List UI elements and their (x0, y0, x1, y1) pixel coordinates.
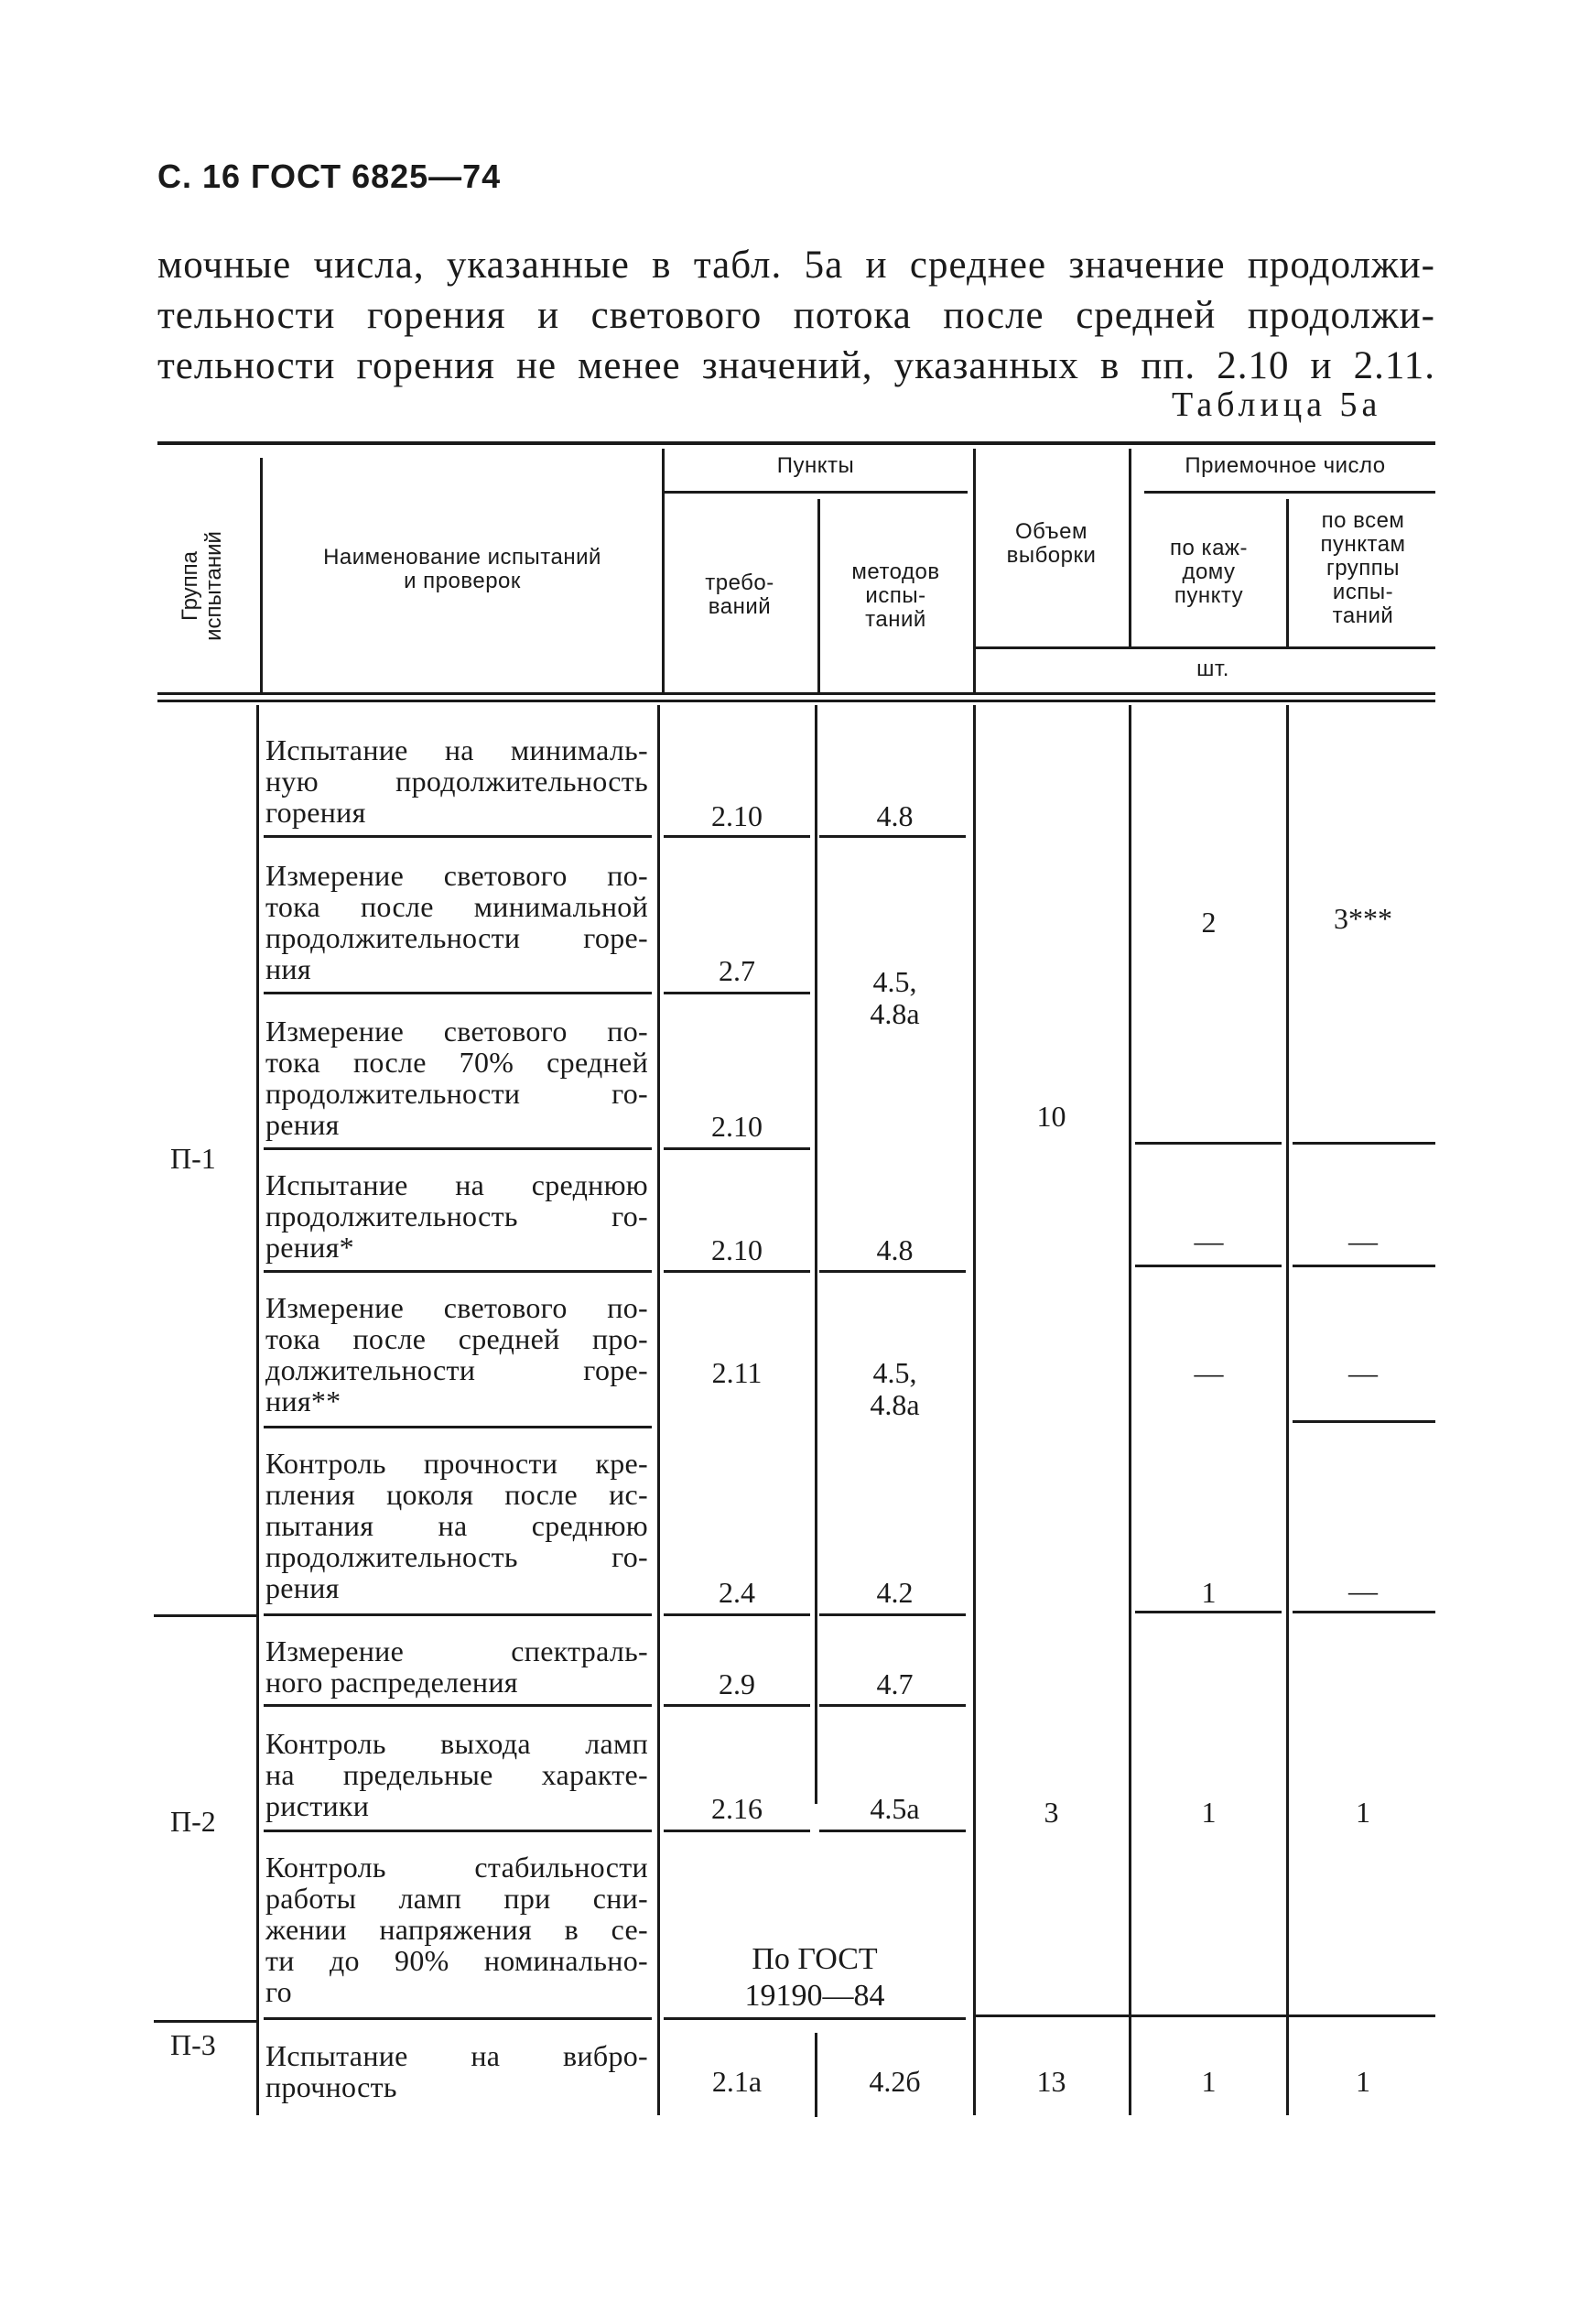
header-name: Наименование испытаний и проверок (323, 545, 601, 593)
col-rule (1129, 449, 1131, 646)
header-items: Пункты (776, 453, 855, 478)
header-bottom-rule (157, 692, 1435, 695)
row-rule (664, 1270, 810, 1273)
row-rule (819, 835, 966, 838)
row-rule (264, 1830, 652, 1832)
acceptance-dash: — (1348, 1356, 1378, 1389)
header-acceptance: Приемочное число (1185, 453, 1386, 478)
group-label: П-2 (170, 1805, 216, 1838)
intro-line: мочные числа, указанные в табл. 5а и среднее значение продолжи- (157, 244, 1435, 287)
method-value: 4.8 (876, 1233, 914, 1266)
col-rule (973, 705, 976, 2115)
row-rule (664, 992, 810, 994)
test-name: Испытание на минималь- ную продолжительность горения (265, 733, 648, 829)
sample-size: 13 (1036, 2065, 1066, 2098)
row-rule (664, 2017, 966, 2020)
row-rule (819, 1830, 966, 1832)
header-sample: Объем выборки (1006, 519, 1097, 568)
row-rule (264, 1613, 652, 1616)
method-value: 4.5а (870, 1792, 920, 1825)
header-methods: методов испы- таний (851, 559, 940, 632)
header-rule (1144, 491, 1435, 494)
group-separator (154, 2020, 256, 2023)
test-name: Испытание на вибро- прочность (265, 2039, 648, 2103)
req-value: 2.9 (719, 1667, 755, 1700)
acceptance-dash: — (1348, 1574, 1378, 1607)
row-rule (1293, 1611, 1435, 1613)
test-name: Измерение светового по- тока после минимальной продолжительности горе- ния (265, 859, 648, 985)
test-name: Испытание на среднюю продолжительность го- рения* (265, 1168, 648, 1264)
acceptance-dash: — (1194, 1356, 1224, 1389)
group-label: П-1 (170, 1142, 216, 1175)
method-value: 4.8 (876, 799, 914, 832)
row-rule (264, 835, 652, 838)
col-rule (256, 705, 259, 2115)
acceptance-per-item: 1 (1201, 2065, 1217, 2098)
col-rule (260, 458, 263, 692)
test-name: Измерение светового по- тока после средней про- должительности горе- ния** (265, 1291, 648, 1417)
method-value: 4.2б (869, 2065, 921, 2098)
req-value: 2.11 (711, 1356, 763, 1389)
header-rule (975, 646, 1435, 649)
req-value: 2.7 (719, 954, 755, 987)
row-rule (264, 2017, 652, 2020)
row-rule (1293, 1420, 1435, 1423)
method-value: 4.5, 4.8а (870, 965, 920, 1030)
intro-line: тельности горения и светового потока после средней продолжи- (157, 294, 1435, 337)
acceptance-per-item: 1 (1201, 1576, 1217, 1609)
test-name: Контроль выхода ламп на предельные характе- ристики (265, 1727, 648, 1822)
row-rule (819, 1270, 966, 1273)
test-name: Измерение светового по- тока после 70% средней продолжительности го- рения (265, 1015, 648, 1141)
req-value: 2.4 (719, 1576, 755, 1609)
row-rule (819, 1704, 966, 1707)
col-rule (1286, 705, 1289, 2115)
row-rule (973, 2014, 1435, 2017)
col-rule (657, 705, 660, 2115)
header-all-items: по всем пунктам группы испы- таний (1320, 508, 1406, 628)
row-rule (1135, 1265, 1282, 1267)
row-rule (664, 1830, 810, 1832)
method-value: 4.2 (876, 1576, 914, 1609)
acceptance-dash: — (1194, 1224, 1224, 1257)
acceptance-all: 3*** (1334, 902, 1392, 935)
method-value: 4.5, 4.8а (870, 1356, 920, 1421)
test-name: Измерение спектраль- ного распределения (265, 1634, 648, 1699)
intro-line: тельности горения не менее значений, указанных в пп. 2.10 и 2.11. (157, 344, 1435, 387)
row-rule (1135, 1611, 1282, 1613)
row-rule (664, 835, 810, 838)
row-rule (264, 1426, 652, 1428)
col-rule (1129, 705, 1131, 2115)
col-rule (662, 449, 665, 692)
header-per-item: по каж- дому пункту (1170, 536, 1248, 608)
row-rule (664, 1613, 810, 1616)
row-rule (264, 1147, 652, 1150)
header-unit: шт. (1196, 657, 1229, 681)
acceptance-all: 1 (1356, 1796, 1370, 1829)
page-header: С. 16 ГОСТ 6825—74 (157, 157, 502, 195)
row-rule (1293, 1142, 1435, 1145)
acceptance-per-item: 1 (1201, 1796, 1217, 1829)
test-name: Контроль стабильности работы ламп при сни- жении напряжения в се- ти до 90% номинально- го (265, 1851, 648, 2008)
row-rule (264, 1704, 652, 1707)
col-rule (1286, 499, 1289, 646)
row-rule (264, 1270, 652, 1273)
gost-reference: По ГОСТ 19190—84 (744, 1942, 885, 2013)
row-rule (264, 992, 652, 994)
row-rule (664, 1147, 810, 1150)
req-value: 2.1а (711, 2065, 763, 2098)
req-value: 2.10 (711, 1110, 763, 1143)
group-separator (154, 1614, 256, 1617)
header-req: требо- ваний (705, 570, 774, 619)
row-rule (1293, 1265, 1435, 1267)
acceptance-per-item: 2 (1201, 906, 1217, 939)
row-rule (1135, 1142, 1282, 1145)
row-rule (664, 1704, 810, 1707)
sample-size: 10 (1036, 1100, 1066, 1133)
table-top-rule (157, 441, 1435, 445)
req-value: 2.16 (711, 1792, 763, 1825)
header-group: Группа испытаний (178, 531, 226, 641)
col-rule (815, 705, 817, 1804)
acceptance-all: 1 (1356, 2065, 1370, 2098)
row-rule (819, 1613, 966, 1616)
col-rule (815, 2033, 817, 2117)
sample-size: 3 (1044, 1796, 1059, 1829)
test-name: Контроль прочности кре- пления цоколя после ис- пытания на среднюю продолжительность го- рения (265, 1447, 648, 1604)
group-label: П-3 (170, 2028, 216, 2061)
req-value: 2.10 (711, 1233, 763, 1266)
acceptance-dash: — (1348, 1224, 1378, 1257)
header-bottom-rule (157, 700, 1435, 702)
col-rule (973, 449, 976, 692)
table-caption: Таблица 5а (1172, 386, 1382, 424)
method-value: 4.7 (876, 1667, 914, 1700)
req-value: 2.10 (711, 799, 763, 832)
header-rule (664, 491, 968, 494)
